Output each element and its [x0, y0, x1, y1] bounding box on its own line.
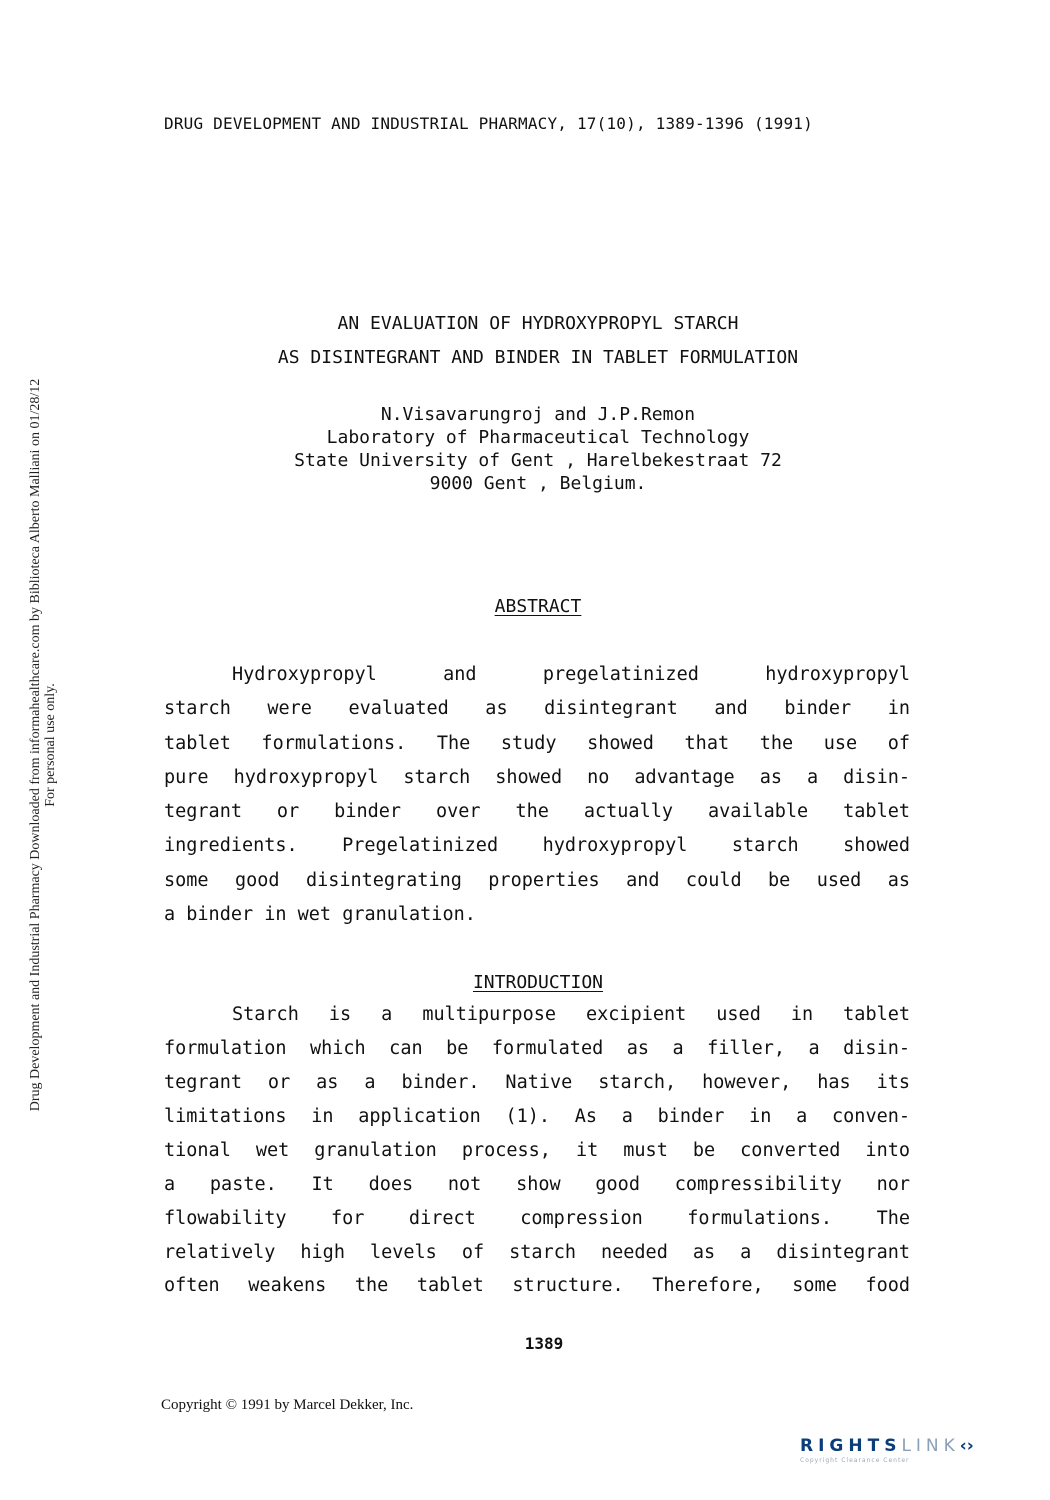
introduction-line: flowability for direct compression formulations. The: [164, 1208, 910, 1229]
abstract-line: some good disintegrating properties and could be used as: [164, 870, 910, 891]
paper-title-line-1: AN EVALUATION OF HYDROXYPROPYL STARCH: [337, 313, 739, 334]
page-number: 1389: [524, 1334, 564, 1353]
authors: N.Visavarungroj and J.P.Remon: [380, 404, 696, 425]
affiliation-line-3: 9000 Gent , Belgium.: [429, 473, 647, 494]
introduction-line: often weakens the tablet structure. Therefore, some food: [164, 1275, 910, 1296]
introduction-line: relatively high levels of starch needed as a disintegrant: [164, 1242, 910, 1263]
introduction-line: tional wet granulation process, it must be converted into: [164, 1140, 910, 1161]
rightslink-logo[interactable]: [800, 1436, 1030, 1472]
abstract-line: a binder in wet granulation.: [164, 904, 476, 925]
logo-chevron-icon: ‹›: [959, 1436, 974, 1456]
abstract-line: pure hydroxypropyl starch showed no advantage as a disin-: [164, 767, 910, 788]
logo-link-text: LINK: [901, 1436, 960, 1456]
abstract-line: tegrant or binder over the actually available tablet: [164, 801, 910, 822]
abstract-heading: ABSTRACT: [494, 596, 582, 617]
introduction-line: limitations in application (1). As a binder in a conven-: [164, 1106, 910, 1127]
affiliation-line-1: Laboratory of Pharmaceutical Technology: [326, 427, 750, 448]
introduction-line: formulation which can be formulated as a filler, a disin-: [164, 1038, 910, 1059]
watermark-line-1: Drug Development and Industrial Pharmacy Downloaded from informahealthcare.com by Biblioteca Alberto Malliani on 01/28/12: [28, 378, 43, 1112]
journal-header: DRUG DEVELOPMENT AND INDUSTRIAL PHARMACY, 17(10), 1389-1396 (1991): [164, 114, 813, 133]
introduction-line: tegrant or as a binder. Native starch, however, has its: [164, 1072, 910, 1093]
copyright-notice: Copyright © 1991 by Marcel Dekker, Inc.: [161, 1397, 414, 1413]
introduction-heading: INTRODUCTION: [472, 972, 604, 993]
introduction-line: a paste. It does not show good compressibility nor: [164, 1174, 910, 1195]
affiliation-line-2: State University of Gent , Harelbekestraat 72: [294, 450, 782, 471]
logo-rights-text: RIGHTS: [800, 1436, 902, 1456]
abstract-line: tablet formulations. The study showed that the use of: [164, 733, 910, 754]
abstract-line: ingredients. Pregelatinized hydroxypropyl starch showed: [164, 835, 910, 856]
introduction-line: Starch is a multipurpose excipient used in tablet: [232, 1004, 910, 1025]
logo-subtitle: Copyright Clearance Center: [800, 1457, 910, 1464]
abstract-line: starch were evaluated as disintegrant and binder in: [164, 698, 910, 719]
paper-title-line-2: AS DISINTEGRANT AND BINDER IN TABLET FORMULATION: [277, 347, 799, 368]
abstract-line: Hydroxypropyl and pregelatinized hydroxypropyl: [232, 664, 910, 685]
watermark-line-2: For personal use only.: [43, 683, 58, 807]
